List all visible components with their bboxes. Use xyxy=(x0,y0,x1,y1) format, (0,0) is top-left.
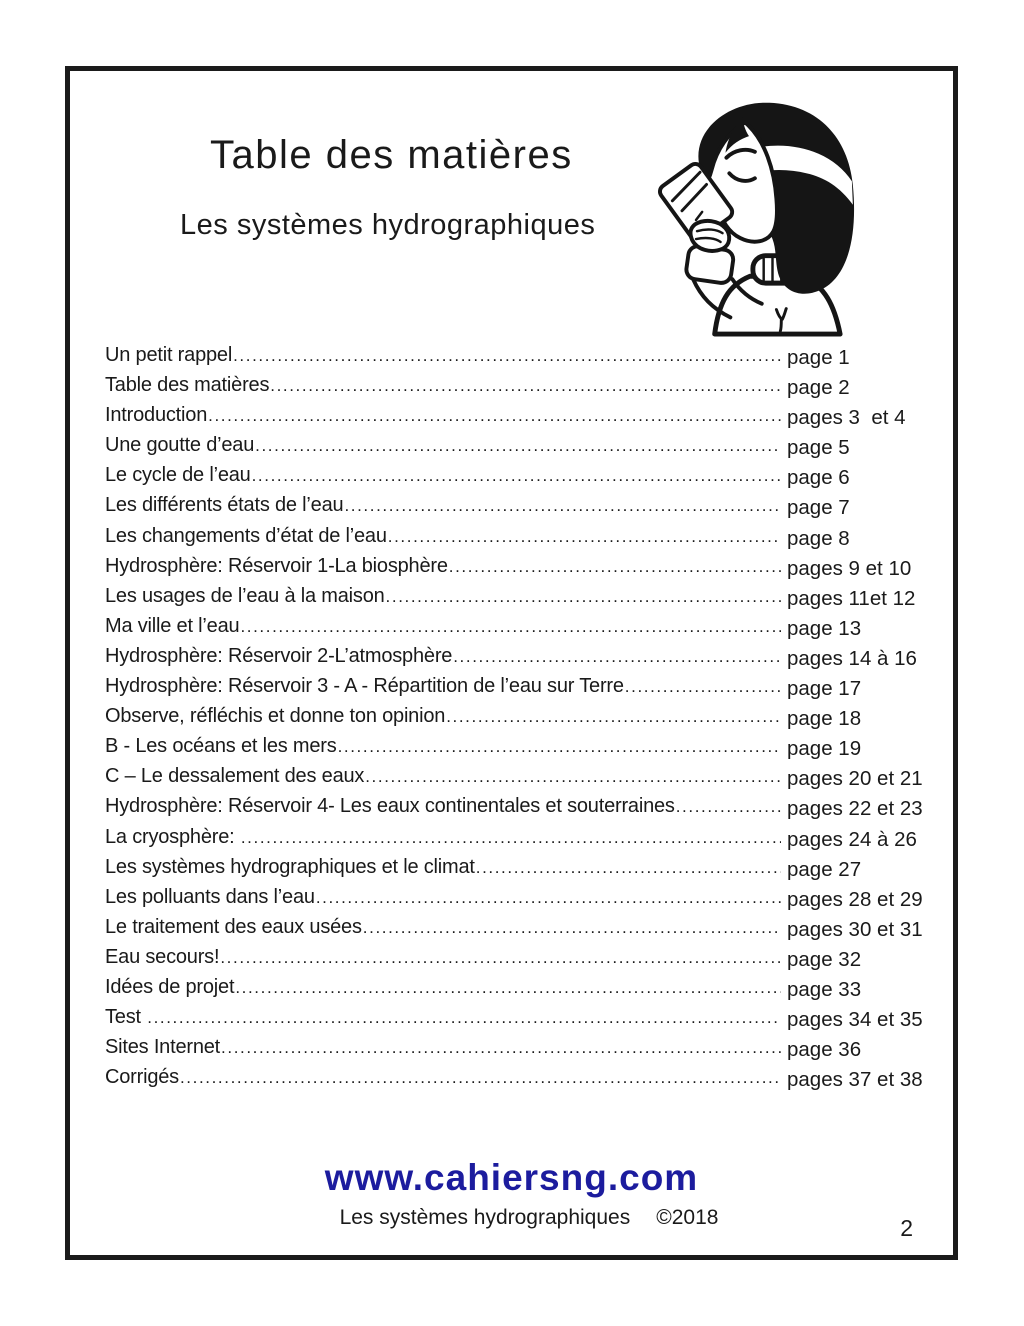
toc-page-label: pages 24 à 26 xyxy=(787,827,917,851)
toc-dot-leader xyxy=(180,1068,781,1088)
footer xyxy=(70,1182,953,1254)
toc-entry-label: B - Les océans et les mers xyxy=(105,735,337,758)
toc-row xyxy=(105,554,937,584)
toc-row xyxy=(105,915,937,945)
toc-dot-leader xyxy=(240,617,781,637)
toc-row xyxy=(105,704,937,734)
toc-page-label: page 33 xyxy=(787,977,862,1001)
toc-row xyxy=(105,794,937,824)
toc-row xyxy=(105,493,937,523)
toc-dot-leader xyxy=(316,888,781,908)
page-title: Table des matières xyxy=(210,133,573,177)
toc-page-label: page 6 xyxy=(787,466,850,490)
toc-page-label: pages 37 et 38 xyxy=(787,1068,923,1092)
toc-entry-label: Une goutte d’eau xyxy=(105,434,255,457)
toc-entry-label: Ma ville et l’eau xyxy=(105,614,240,637)
page-subtitle: Les systèmes hydrographiques xyxy=(180,209,596,241)
footer-copyright: ©2018 xyxy=(656,1206,719,1229)
toc-row xyxy=(105,855,937,885)
toc-row xyxy=(105,463,937,493)
toc-entry-label: Les systèmes hydrographiques et le climat xyxy=(105,855,475,878)
toc-row xyxy=(105,975,937,1005)
toc-dot-leader xyxy=(476,858,781,878)
toc-row xyxy=(105,614,937,644)
toc-row xyxy=(105,584,937,614)
toc-entry-label: Hydrosphère: Réservoir 3 - A - Répartition de l’eau sur Terre xyxy=(105,675,624,698)
toc-dot-leader xyxy=(270,376,781,396)
toc-page-label: page 19 xyxy=(787,737,862,761)
toc-row xyxy=(105,945,937,975)
toc-entry-label: C – Le dessalement des eaux xyxy=(105,765,365,788)
toc-page-label: page 36 xyxy=(787,1038,862,1062)
toc-entry-label: Le cycle de l’eau xyxy=(105,464,251,487)
toc-entry-label: Observe, réfléchis et donne ton opinion xyxy=(105,705,446,728)
toc-row xyxy=(105,1065,937,1095)
toc-row xyxy=(105,674,937,704)
toc-dot-leader xyxy=(255,436,781,456)
toc-entry-label: Les usages de l’eau à la maison xyxy=(105,584,385,607)
toc-dot-leader xyxy=(386,587,781,607)
toc-page-label: pages 9 et 10 xyxy=(787,556,912,580)
page-border-frame xyxy=(65,66,958,1260)
toc-entry-label: Le traitement des eaux usées xyxy=(105,915,362,938)
toc-dot-leader xyxy=(233,346,781,366)
toc-row xyxy=(105,373,937,403)
toc-row xyxy=(105,433,937,463)
toc-dot-leader xyxy=(235,978,781,998)
toc-dot-leader xyxy=(220,948,781,968)
toc-page-label: pages 3 et 4 xyxy=(787,406,906,430)
toc-entry-label: Idées de projet xyxy=(105,975,235,998)
toc-page-label: page 18 xyxy=(787,707,862,731)
toc-page-label: pages 20 et 21 xyxy=(787,767,923,791)
toc-page-label: page 2 xyxy=(787,376,850,400)
toc-entry-label: Hydrosphère: Réservoir 2-L’atmosphère xyxy=(105,644,453,667)
toc-dot-leader xyxy=(252,466,781,486)
toc-dot-leader xyxy=(344,496,781,516)
toc-dot-leader xyxy=(676,797,781,817)
toc-entry-label: Un petit rappel xyxy=(105,344,233,366)
toc-entry-label: Les polluants dans l’eau xyxy=(105,885,315,908)
toc-dot-leader xyxy=(338,737,781,757)
toc-dot-leader xyxy=(365,767,781,787)
toc-page-label: page 8 xyxy=(787,526,850,550)
toc-row xyxy=(105,1035,937,1065)
toc-page-label: page 7 xyxy=(787,496,850,520)
toc-dot-leader xyxy=(363,918,781,938)
toc-entry-label: Hydrosphère: Réservoir 4- Les eaux continentales et souterraines xyxy=(105,795,675,818)
table-of-contents xyxy=(105,343,937,1095)
toc-dot-leader xyxy=(453,647,781,667)
toc-row xyxy=(105,734,937,764)
toc-row xyxy=(105,764,937,794)
toc-page-label: page 27 xyxy=(787,857,862,881)
toc-dot-leader xyxy=(388,527,781,547)
toc-row xyxy=(105,1005,937,1035)
page-number: 2 xyxy=(900,1215,913,1241)
toc-dot-leader xyxy=(208,406,781,426)
toc-page-label: page 1 xyxy=(787,346,850,369)
toc-page-label: page 17 xyxy=(787,677,862,701)
toc-entry-label: Corrigés xyxy=(105,1066,179,1089)
toc-dot-leader xyxy=(625,677,781,697)
toc-row xyxy=(105,524,937,554)
toc-row xyxy=(105,343,937,373)
toc-entry-label: Table des matières xyxy=(105,374,270,397)
toc-dot-leader xyxy=(147,1008,781,1028)
toc-page-label: page 32 xyxy=(787,947,862,971)
toc-dot-leader xyxy=(221,1038,781,1058)
toc-page-label: pages 22 et 23 xyxy=(787,797,923,821)
toc-dot-leader xyxy=(449,557,781,577)
toc-row xyxy=(105,885,937,915)
toc-entry-label: Hydrosphère: Réservoir 1-La biosphère xyxy=(105,554,448,577)
girl-drinking-water-illustration xyxy=(628,93,868,338)
footer-title: Les systèmes hydrographiques xyxy=(339,1206,631,1229)
toc-entry-label: La cryosphère: xyxy=(105,825,240,848)
toc-row xyxy=(105,644,937,674)
toc-entry-label: Les différents états de l’eau xyxy=(105,494,344,517)
toc-page-label: pages 28 et 29 xyxy=(787,887,923,911)
toc-page-label: pages 14 à 16 xyxy=(787,646,917,670)
toc-entry-label: Introduction xyxy=(105,404,208,427)
toc-row xyxy=(105,825,937,855)
toc-page-label: pages 11et 12 xyxy=(787,586,916,610)
toc-dot-leader xyxy=(241,828,781,848)
toc-row xyxy=(105,403,937,433)
toc-page-label: pages 30 et 31 xyxy=(787,917,923,941)
toc-entry-label: Eau secours! xyxy=(105,945,220,968)
toc-page-label: pages 34 et 35 xyxy=(787,1008,923,1032)
toc-entry-label: Test xyxy=(105,1006,147,1029)
toc-entry-label: Sites Internet xyxy=(105,1036,221,1059)
toc-page-label: page 5 xyxy=(787,436,850,460)
toc-page-label: page 13 xyxy=(787,616,862,640)
website-url[interactable]: www.cahiersng.com xyxy=(324,1157,699,1198)
toc-dot-leader xyxy=(446,707,781,727)
toc-entry-label: Les changements d’état de l’eau xyxy=(105,524,387,547)
